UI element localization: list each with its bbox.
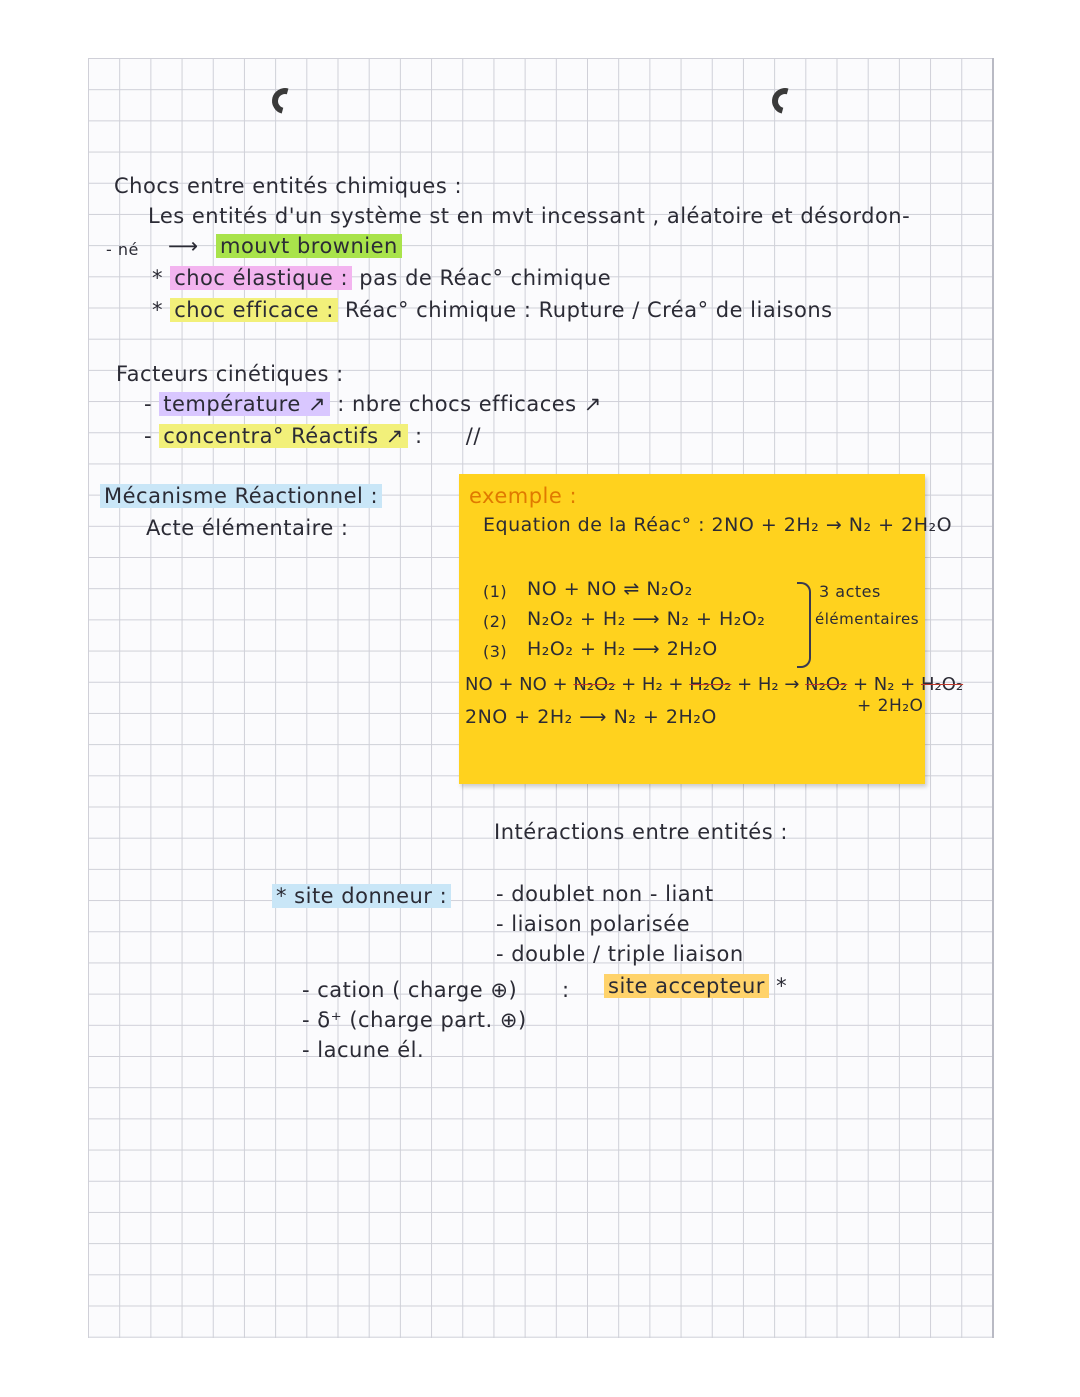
- donneur-item-3: - double / triple liaison: [496, 942, 744, 966]
- accepteur-colon: :: [562, 978, 570, 1002]
- temperature-label: température ↗: [159, 392, 330, 416]
- example-result: 2NO + 2H₂ ⟶ N₂ + 2H₂O: [465, 706, 717, 728]
- choc-elastique-text: pas de Réac° chimique: [359, 266, 612, 290]
- brownian-motion-highlight: [216, 234, 402, 258]
- sum-line-1: [465, 674, 963, 695]
- site-donneur-label: [272, 884, 451, 908]
- choc-elastique-row: [152, 266, 611, 290]
- temperature-row: [144, 392, 602, 416]
- cancelled-term: H₂O₂: [689, 674, 732, 695]
- sum-part: + N₂ +: [847, 674, 921, 695]
- step-2-eq: N₂O₂ + H₂ ⟶ N₂ + H₂O₂: [527, 608, 766, 630]
- concentration-label: concentra° Réactifs ↗: [159, 424, 408, 448]
- star-icon: *: [776, 974, 788, 998]
- donneur-item-1: - doublet non - liant: [496, 882, 714, 906]
- step-2-num: (2): [483, 612, 508, 631]
- star-icon: *: [152, 298, 163, 322]
- step-1-num: (1): [483, 582, 508, 601]
- section1-line2-prefix: - né: [106, 240, 139, 259]
- sum-part: + H₂ +: [615, 674, 690, 695]
- brace: [797, 582, 811, 668]
- example-title: exemple :: [469, 484, 578, 508]
- step-3-num: (3): [483, 642, 508, 661]
- section1-title: Chocs entre entités chimiques :: [114, 174, 463, 198]
- arrow-icon: ⟶: [168, 234, 199, 258]
- step-1-eq: NO + NO ⇌ N₂O₂: [527, 578, 693, 600]
- cancelled-term: H₂O₂: [920, 674, 964, 695]
- temperature-text: : nbre chocs efficaces ↗: [337, 392, 602, 416]
- section1-line1: Les entités d'un système st en mvt incessant , aléatoire et désordon-: [148, 204, 911, 228]
- brace-label-1: 3 actes: [819, 582, 881, 601]
- choc-efficace-text: Réac° chimique : Rupture / Créa° de liaisons: [344, 298, 833, 322]
- star-icon: *: [152, 266, 163, 290]
- step-3-eq: H₂O₂ + H₂ ⟶ 2H₂O: [527, 638, 718, 660]
- choc-elastique-label: choc élastique :: [170, 266, 352, 290]
- concentration-row: [144, 424, 481, 448]
- dash: -: [144, 424, 153, 448]
- choc-efficace-label: choc efficace :: [170, 298, 338, 322]
- section2-title: Facteurs cinétiques :: [116, 362, 344, 386]
- ditto-mark: //: [465, 424, 481, 448]
- brownian-motion-text: mouvt brownien: [216, 234, 402, 258]
- concentration-text: :: [415, 424, 423, 448]
- section3-subtitle: Acte élémentaire :: [146, 516, 349, 540]
- sum-part: NO + NO +: [465, 674, 574, 695]
- section3-title-text: Mécanisme Réactionnel :: [100, 484, 382, 508]
- example-equation: Equation de la Réac° : 2NO + 2H₂ → N₂ + 2H₂O: [483, 514, 953, 536]
- choc-efficace-row: [152, 298, 833, 322]
- site-accepteur-label: [604, 974, 787, 998]
- accepteur-item-2: - δ⁺ (charge part. ⊕): [302, 1008, 527, 1032]
- sum-part: + H₂ →: [731, 674, 806, 695]
- dash: -: [144, 392, 153, 416]
- accepteur-item-3: - lacune él.: [302, 1038, 425, 1062]
- section4-title: Intéractions entre entités :: [494, 820, 788, 844]
- donneur-item-2: - liaison polarisée: [496, 912, 691, 936]
- section3-title: [100, 484, 382, 508]
- site-accepteur-text: site accepteur: [604, 974, 769, 998]
- accepteur-item-1: - cation ( charge ⊕): [302, 978, 518, 1002]
- sum-line-2: + 2H₂O: [857, 696, 924, 716]
- brace-label-2: élémentaires: [815, 610, 920, 628]
- cancelled-term: N₂O₂: [805, 674, 848, 695]
- cancelled-term: N₂O₂: [573, 674, 616, 695]
- example-sticky-note: [459, 474, 964, 784]
- site-donneur-text: * site donneur :: [272, 884, 451, 908]
